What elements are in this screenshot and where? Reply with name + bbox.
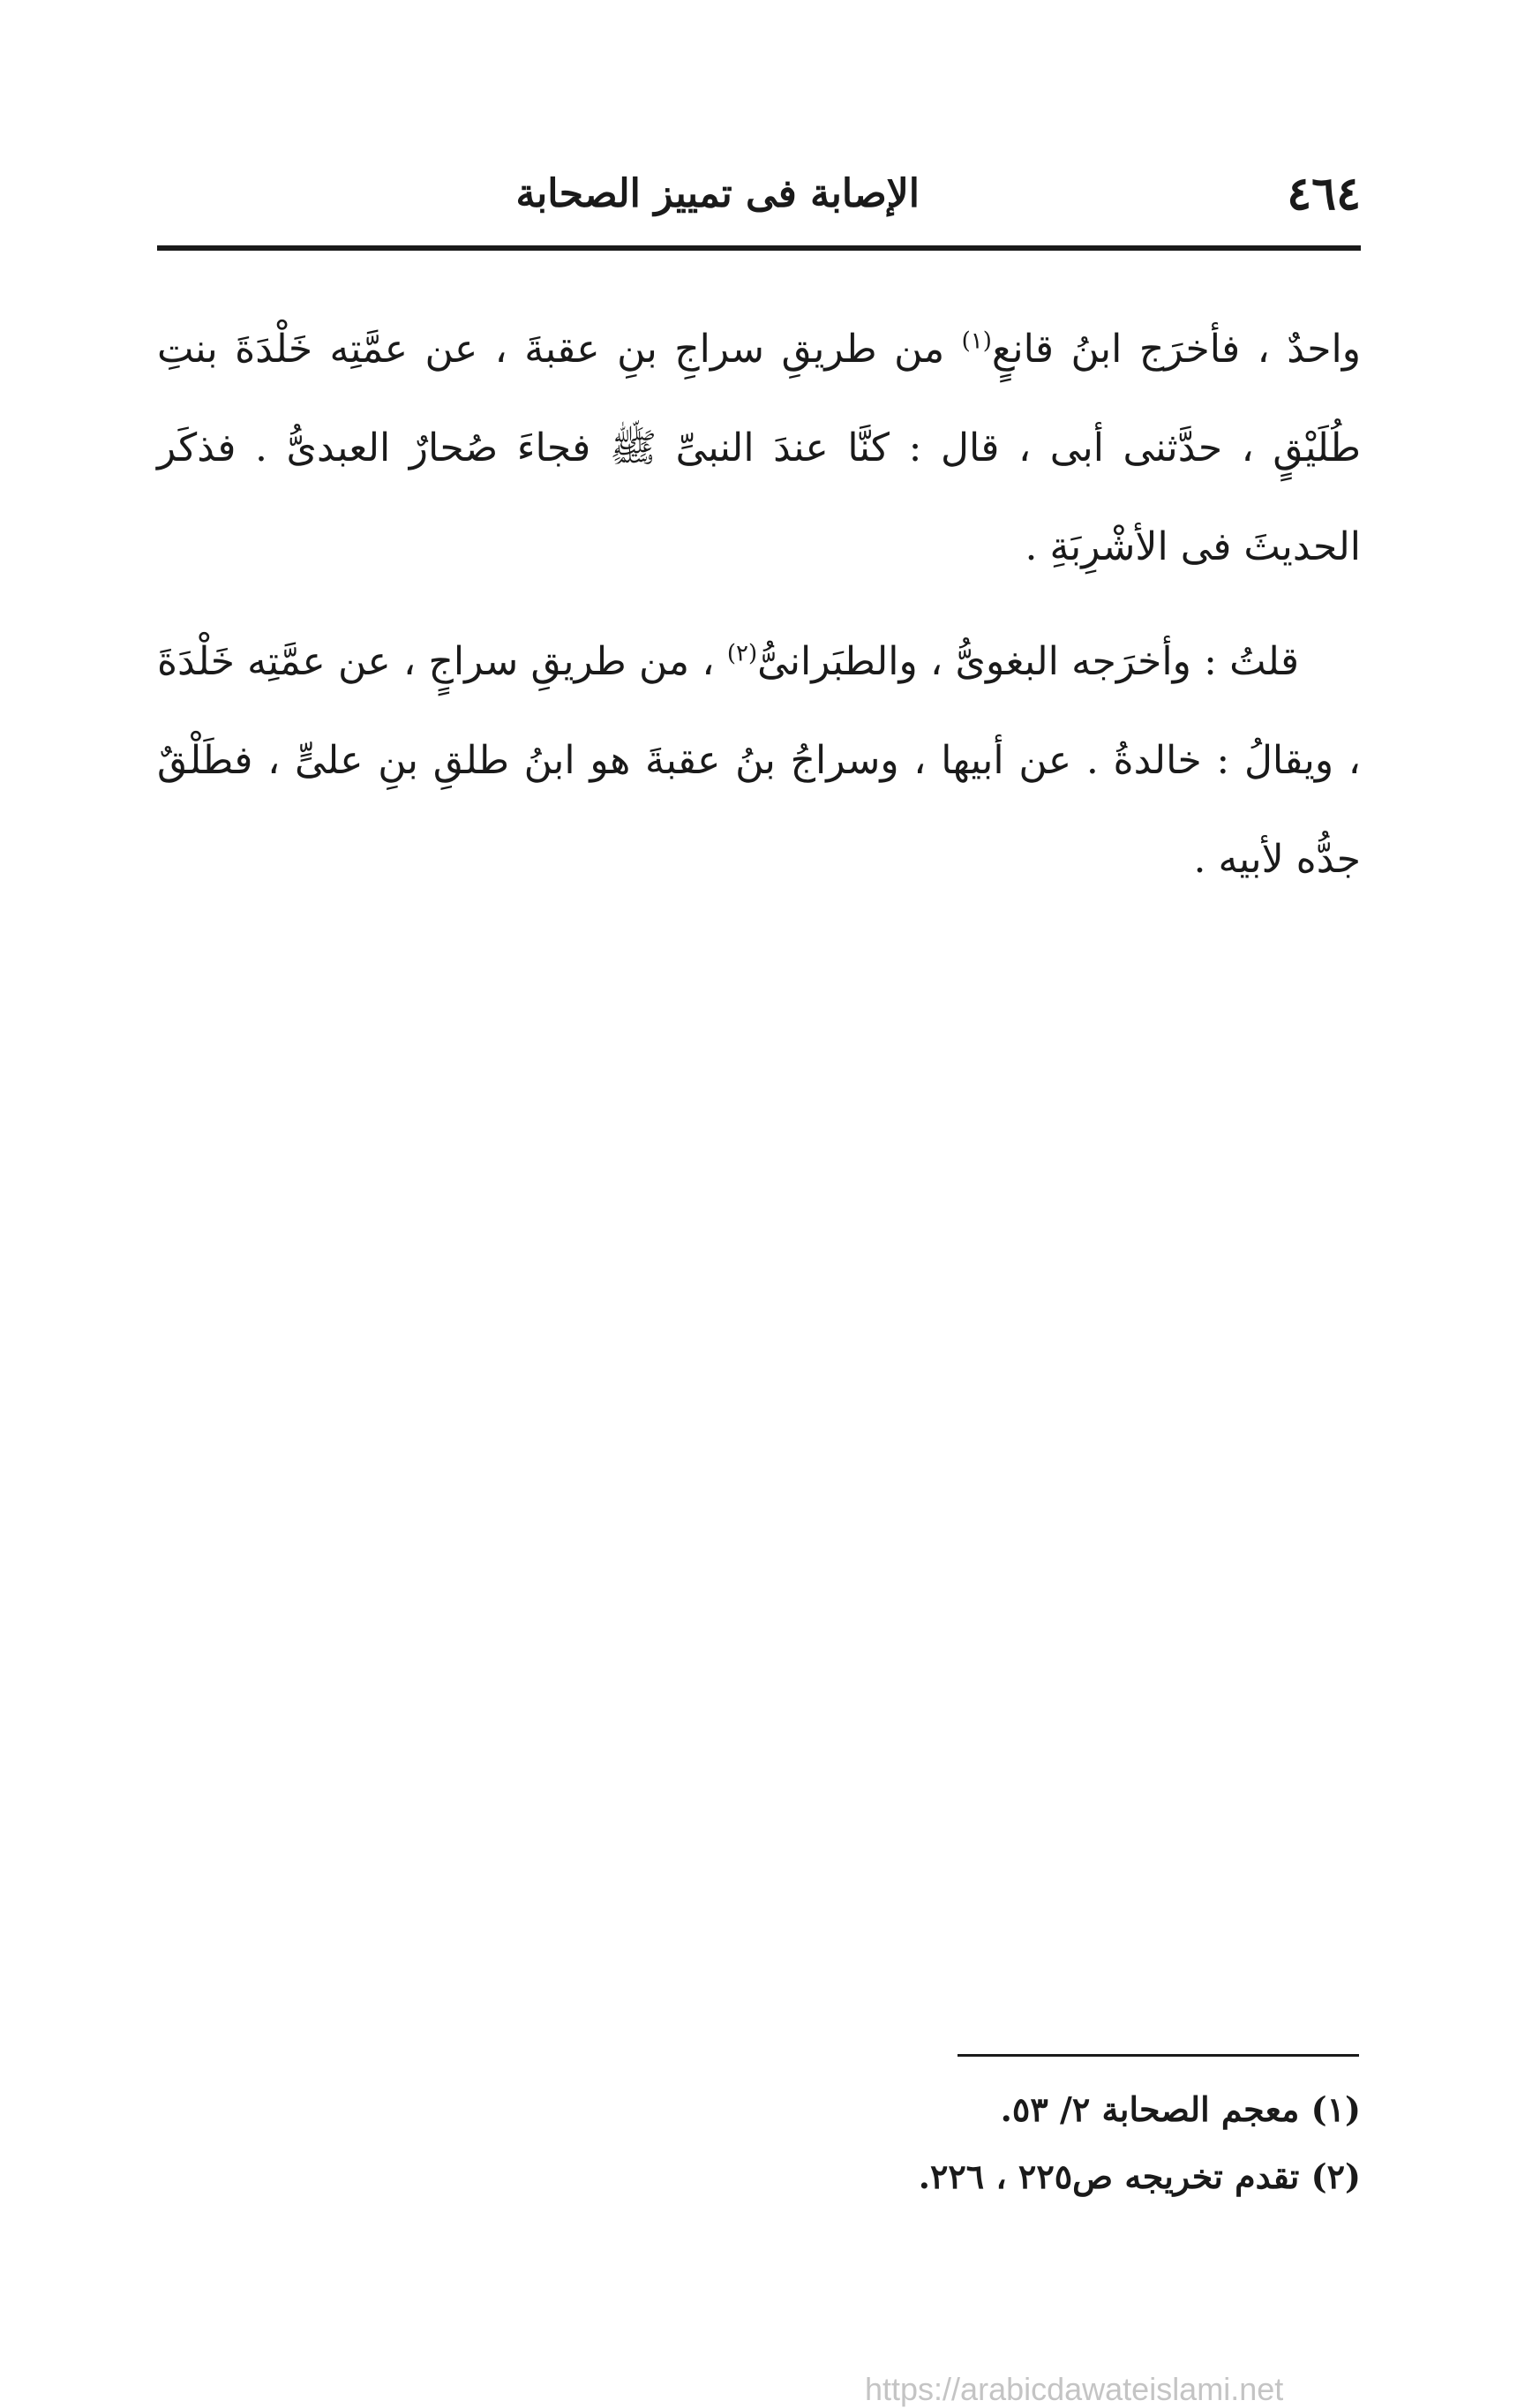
page-number: ٤٦٤ xyxy=(1287,167,1361,221)
main-text xyxy=(157,300,1361,925)
footnote-rule xyxy=(958,2054,1359,2057)
paragraph-1-part-1: واحدٌ ، فأخرَج ابنُ قانعٍ xyxy=(991,327,1361,372)
page-header xyxy=(157,159,1361,230)
running-title: الإصابة فى تمييز الصحابة xyxy=(515,171,920,216)
paragraph-1 xyxy=(157,300,1361,597)
paragraph-1-part-2: من طريقِ سراجِ بنِ عقبةَ ، عن عمَّتِه خَلْدَةَ بنتِ طُلَيْقٍ ، حدَّثنى أبى ، قال : كنَّا عندَ النبىِّ ﷺ فجاءَ صُحارٌ العبدىُّ . فذكَر الحديثَ فى الأشْرِبَةِ . xyxy=(157,327,1361,569)
paragraph-2 xyxy=(157,613,1361,909)
paragraph-2-part-1: قلتُ : وأخرَجه البغوىُّ ، والطبَرانىُّ xyxy=(757,639,1299,684)
footnote-2: (٢) تقدم تخريجه ص٢٢٥ ، ٢٢٦. xyxy=(918,2156,1361,2196)
header-rule xyxy=(157,245,1361,251)
footnote-ref-2: (٢) xyxy=(726,640,758,667)
paragraph-2-part-2: ، من طريقِ سراجٍ ، عن عمَّتِه خَلْدَةَ ، ويقالُ : خالدةُ . عن أبيها ، وسراجُ بنُ عقبةَ هو ابنُ طلقِ بنِ علىٍّ ، فطَلْقٌ جدُّه لأبيه . xyxy=(157,639,1361,882)
footnotes xyxy=(157,2076,1361,2210)
footnote-1: (١) معجم الصحابة ٢/ ٥٣. xyxy=(1000,2089,1361,2129)
footnote-ref-1: (١) xyxy=(961,327,992,355)
watermark-url: https://arabicdawateislami.net xyxy=(865,2371,1284,2407)
